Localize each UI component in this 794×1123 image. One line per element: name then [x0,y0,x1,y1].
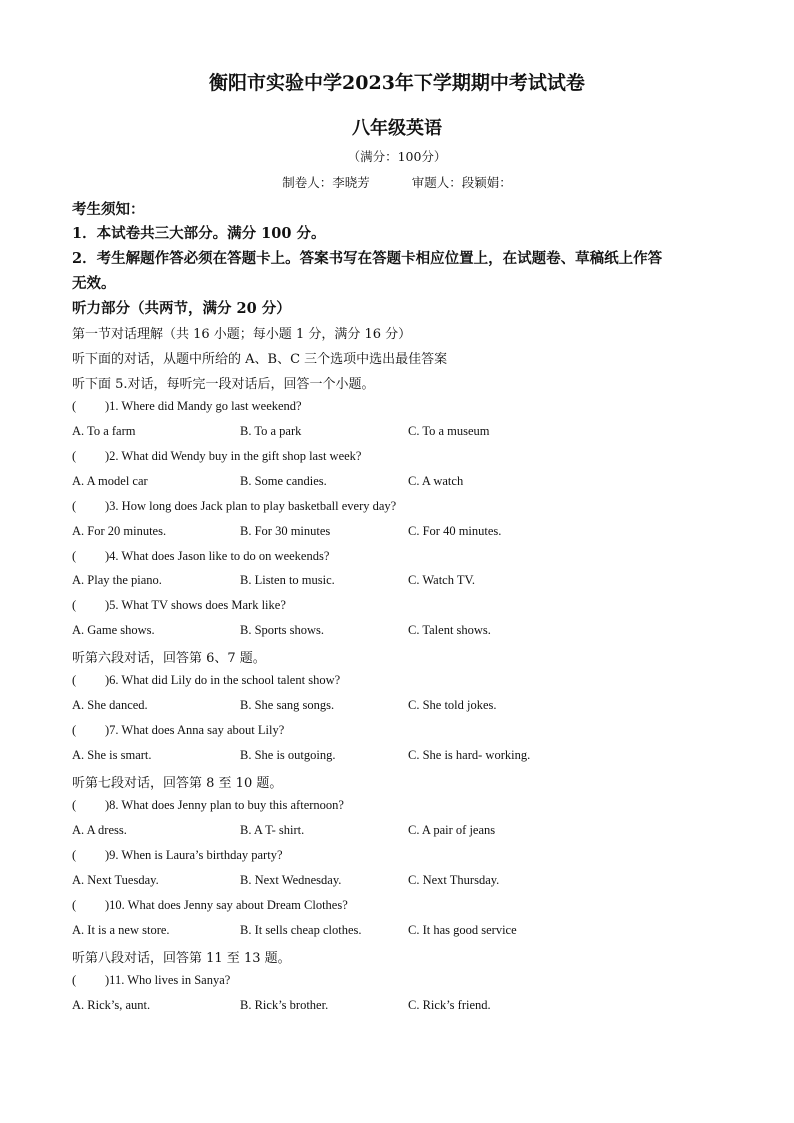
makers-line [0,173,794,191]
question-1: ( )1. Where did Mandy go last weekend? [72,399,302,413]
q6-option-b: B. She sang songs. [240,698,335,712]
question-10: ( )10. What does Jenny say about Dream Clothes? [72,898,348,912]
exam-subtitle: 八年级英语 [352,118,442,139]
q11-option-a: A. Rick’s, aunt. [72,998,151,1012]
q11-option-c: C. Rick’s friend. [408,998,491,1012]
reviewer: 审题人：段颖娟： [411,175,512,190]
dialogue-8-instruction: 听第八段对话，回答第 11 至 13 题。 [72,951,291,966]
q4-option-c: C. Watch TV. [408,573,476,587]
question-5: ( )5. What TV shows does Mark like? [72,598,286,612]
q5-option-a: A. Game shows. [72,623,155,637]
question-4: ( )4. What does Jason like to do on weekends? [72,549,330,563]
q1-option-c: C. To a museum [408,424,490,438]
part-1-heading: 第一节对话理解（共 16 小题；每小题 1 分，满分 16 分） [72,327,412,342]
q8-option-c: C. A pair of jeans [408,823,496,837]
exam-title: 衡阳市实验中学2023年下学期期中考试试卷 [209,72,585,94]
question-11: ( )11. Who lives in Sanya? [72,973,231,987]
q10-option-a: A. It is a new store. [72,923,170,937]
notice-item-2-cont: 无效。 [72,275,116,292]
q3-option-a: A. For 20 minutes. [72,524,167,538]
question-3: ( )3. How long does Jack plan to play basketball every day? [72,499,397,513]
q9-option-a: A. Next Tuesday. [72,873,159,887]
q8-option-a: A. A dress. [72,823,127,837]
q1-option-b: B. To a park [240,424,302,438]
question-7: ( )7. What does Anna say about Lily? [72,723,285,737]
maker: 制卷人：李晓芳 [282,175,370,190]
q7-option-a: A. She is smart. [72,748,152,762]
q6-option-a: A. She danced. [72,698,148,712]
q2-option-c: C. A watch [408,474,464,488]
q11-option-b: B. Rick’s brother. [240,998,329,1012]
q6-option-c: C. She told jokes. [408,698,497,712]
q7-option-b: B. She is outgoing. [240,748,336,762]
q9-option-b: B. Next Wednesday. [240,873,342,887]
notice-item-1: 1．本试卷共三大部分。满分 100 分。 [72,225,326,242]
question-8: ( )8. What does Jenny plan to buy this afternoon? [72,798,344,812]
listening-section: 听力部分（共两节，满分 20 分） [72,300,291,317]
question-9: ( )9. When is Laura’s birthday party? [72,848,283,862]
q10-option-c: C. It has good service [408,923,517,937]
q8-option-b: B. A T- shirt. [240,823,305,837]
full-score: （满分：100分） [347,149,447,164]
q9-option-c: C. Next Thursday. [408,873,500,887]
q7-option-c: C. She is hard- working. [408,748,531,762]
q4-option-a: A. Play the piano. [72,573,162,587]
q3-option-b: B. For 30 minutes [240,524,331,538]
q5-option-b: B. Sports shows. [240,623,325,637]
question-2: ( )2. What did Wendy buy in the gift shop last week? [72,449,362,463]
q3-option-c: C. For 40 minutes. [408,524,502,538]
q5-option-c: C. Talent shows. [408,623,491,637]
q1-option-a: A. To a farm [72,424,136,438]
instruction-2: 听下面 5.对话，每听完一段对话后，回答一个小题。 [72,377,375,392]
q10-option-b: B. It sells cheap clothes. [240,923,362,937]
dialogue-6-instruction: 听第六段对话，回答第 6、7 题。 [72,651,266,666]
notice-heading: 考生须知： [72,201,145,218]
q2-option-b: B. Some candies. [240,474,327,488]
q2-option-a: A. A model car [72,474,148,488]
instruction-1: 听下面的对话，从题中所给的 A、B、C 三个选项中选出最佳答案 [72,352,448,367]
question-6: ( )6. What did Lily do in the school talent show? [72,673,341,687]
q4-option-b: B. Listen to music. [240,573,335,587]
notice-item-2: 2．考生解题作答必须在答题卡上。答案书写在答题卡相应位置上，在试题卷、草稿纸上作答 [72,250,663,267]
dialogue-7-instruction: 听第七段对话，回答第 8 至 10 题。 [72,776,283,791]
